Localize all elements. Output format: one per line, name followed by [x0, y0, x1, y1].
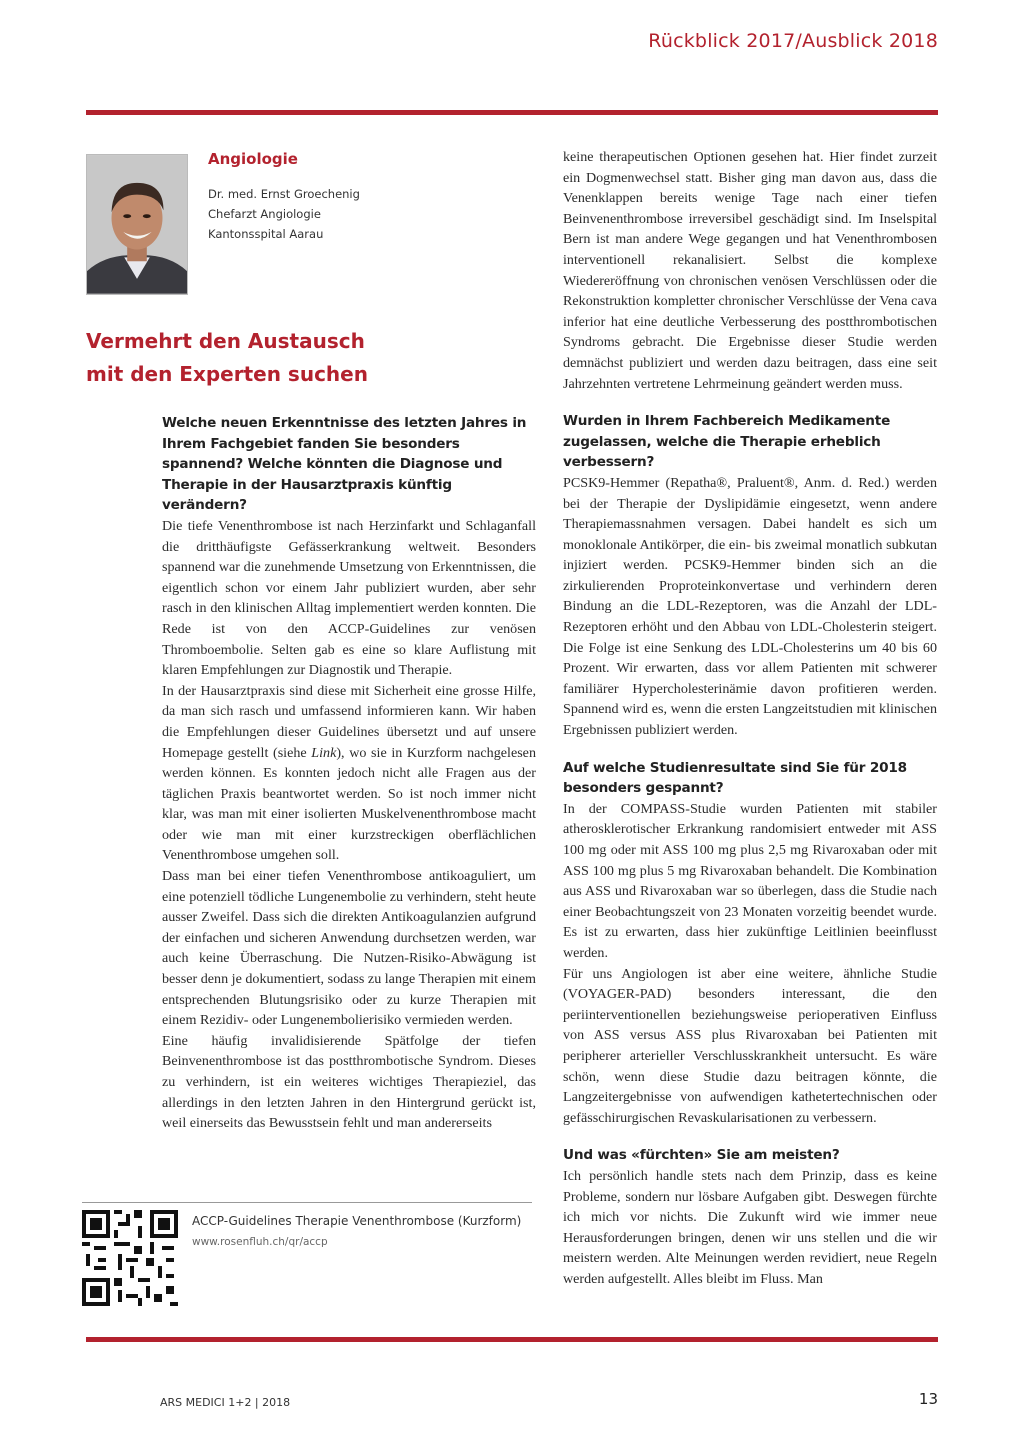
top-divider: [86, 110, 938, 115]
qr-divider: [82, 1202, 532, 1203]
paragraph: Für uns Angiologen ist aber eine weitere, ähnliche Studie (VOYAGER-PAD) besonders interessant, die den periinterventionellen beziehungsweise perioperativen Einfluss von ASS versus ASS plus Rivaroxaban bei Patienten mit peripherer arterieller Verschlusskrankheit untersucht. Es wäre schön, wenn diese Studie dazu beitragen könnte, die Langzeitergebnisse von aufwendigen kathetertechnischen oder gefässchirurgischen Revaskularisationen zu verbessern.: [563, 965, 937, 1126]
question-2: Wurden in Ihrem Fachbereich Medikamente zugelassen, welche die Therapie erheblich verbessern?: [563, 413, 891, 471]
paragraph: keine therapeutischen Optionen gesehen hat. Hier findet zurzeit ein Dogmenwechsel statt. Bisher ging man davon aus, dass die Venenklappen bereits wenige Tage nach einer tiefen Beinvenenthrombose irreversibel geschädigt sind. Im Inselspital Bern ist man andere Wege gegangen und hat Venenthrombosen interventionell rekanalisiert. Selbst die komplexe Wiedereröffnung von chronischen venösen Verschlüssen oder die Rekonstruktion kompletter chronischer Verschlüsse der Vena cava inferior hat eine deutliche Verbesserung des postthrombotischen Syndroms gebracht. Die Ergebnisse dieser Studie werden demnächst publiziert und werden dazu beitragen, dass eine seit Jahrzehnten vertretene Lehrmeinung geändert werden muss.: [563, 149, 937, 392]
qr-caption: [192, 1214, 521, 1248]
paragraph-with-link: In der Hausarztpraxis sind diese mit Sicherheit eine grosse Hilfe, da man sich rasch und umfassend informieren kann. Wir haben die Empfehlungen dieser Guidelines übersetzt und auf unsere Homepage gestellt (siehe Link), wo sie in Kurzform nachgelesen werden können. Es konnten jedoch nicht alle Fragen aus der täglichen Praxis beantwortet werden. So ist noch immer nicht klar, was man mit einer isolierten Muskelvenenthrombose macht oder wie man mit einer kurzstreckigen oberflächlichen Venenthrombose umgehen soll.: [162, 682, 536, 864]
headline-line-2: mit den Experten suchen: [86, 362, 368, 386]
page-number: 13: [918, 1390, 938, 1408]
paragraph: In der COMPASS-Studie wurden Patienten mit stabiler atherosklerotischer Erkrankung randomisiert entweder mit ASS 100 mg oder mit ASS 100 mg plus 2,5 mg Rivaroxaban oder mit ASS 100 mg plus 5 mg Rivaroxaban behandelt. Die Kombination aus ASS und Rivaroxaban war so überlegen, dass die Studie nach einer Beobachtungszeit von 23 Monaten vorzeitig beendet wurde. Es ist zu erwarten, dass hier zukünftige Leitlinien beeinflusst werden.: [563, 800, 937, 961]
left-column: [162, 413, 536, 1134]
author-profile: [208, 150, 360, 244]
paragraph: Ich persönlich handle stets nach dem Prinzip, dass es keine Probleme, sondern nur lösbare Aufgaben gibt. Deswegen fürchte ich mich vor nichts. Die Zukunft wird wie immer neue Herausforderungen bringen, denen wir uns stellen und die wir meistern werden. Alte Meinungen werden revidiert, neue Regeln werden aufgestellt. Alles bleibt im Fluss. Man: [563, 1167, 937, 1287]
journal-footer: ARS MEDICI 1+2 | 2018: [160, 1396, 291, 1409]
qr-url-link[interactable]: www.rosenfluh.ch/qr/accp: [192, 1236, 328, 1248]
author-name: Dr. med. Ernst Groechenig: [208, 187, 360, 201]
right-column: [563, 147, 937, 1289]
author-institution: Kantonsspital Aarau: [208, 227, 324, 241]
question-1: Welche neuen Erkenntnisse des letzten Jahres in Ihrem Fachgebiet fanden Sie besonders spannend? Welche könnten die Diagnose und Therapie in der Hausarztpraxis künftig verändern?: [162, 415, 527, 514]
qr-title: ACCP-Guidelines Therapie Venenthrombose (Kurzform): [192, 1214, 522, 1228]
qr-code[interactable]: [82, 1210, 178, 1306]
question-3: Auf welche Studienresultate sind Sie für 2018 besonders gespannt?: [563, 759, 907, 797]
running-header: Rückblick 2017/Ausblick 2018: [648, 30, 938, 52]
paragraph: PCSK9-Hemmer (Repatha®, Praluent®, Anm. d. Red.) werden bei der Therapie der Dyslipidämie eingesetzt, wenn andere Therapiemassnahmen versagen. Dabei handelt es sich um monoklonale Antikörper, die ein- bis zweimal monatlich subkutan injiziert werden. PCSK9-Hemmer binden sich an die zirkulierenden Proproteinkonvertase und verhindern deren Bindung an die LDL-Rezeptoren, was die Anzahl der LDL-Rezeptoren erhöht und den Abbau von LDL-Cholesterin steigert. Die Folge ist eine Senkung des LDL-Cholesterins um 40 bis 60 Prozent. Wir erwarten, dass vor allem Patienten mit schwerer familiärer Hypercholesterinämie davon profitieren werden. Spannend wird es, wenn die ersten Langzeitstudien mit klinischen Ergebnissen publiziert werden.: [563, 474, 937, 739]
paragraph: Dass man bei einer tiefen Venenthrombose antikoaguliert, um eine potenziell tödliche Lungenembolie zu verhindern, steht heute ausser Zweifel. Dass sich die direkten Antikoagulanzien aufgrund der einfachen und sicheren Anwendung durchsetzen werden, war auch keine Überraschung. Die Nutzen-Risiko-Abwägung ist besser denn je dokumentiert, sodass zu lange Therapien mit einem entsprechenden Blutungsrisiko oder zu kurze Therapien mit einem Rezidiv- oder Lungenembolierisiko vermieden werden.: [162, 868, 536, 1029]
paragraph: Eine häufig invalidisierende Spätfolge der tiefen Beinvenenthrombose ist das postthrombotische Syndrom. Dieses zu verhindern, ist ein weiteres wichtiges Therapieziel, das allerdings in den letzten Jahren in den Hintergrund gerückt ist, weil einerseits das Bewusstsein fehlt und man andererseits: [162, 1032, 536, 1132]
author-portrait: [86, 154, 188, 295]
paragraph: Die tiefe Venenthrombose ist nach Herzinfarkt und Schlaganfall die dritthäufigste Gefässerkrankung weltweit. Besonders spannend war die zunehmende Umsetzung von Erkenntnissen, die eigentlich schon vor einem Jahr publiziert wurden, aber sehr rasch in den klinischen Alltag implementiert werden konnten. Die Rede ist von den ACCP-Guidelines zur venösen Thromboembolie. Selten gab es eine so klare Auflistung mit klaren Empfehlungen zur Diagnostik und Therapie.: [162, 517, 536, 679]
article-headline: [86, 325, 486, 391]
specialty-label: Angiologie: [208, 150, 298, 168]
bottom-divider: [86, 1337, 938, 1342]
link-reference: Link: [311, 744, 337, 761]
headline-line-1: Vermehrt den Austausch: [86, 329, 365, 353]
question-4: Und was «fürchten» Sie am meisten?: [563, 1147, 840, 1164]
author-role: Chefarzt Angiologie: [208, 207, 321, 221]
